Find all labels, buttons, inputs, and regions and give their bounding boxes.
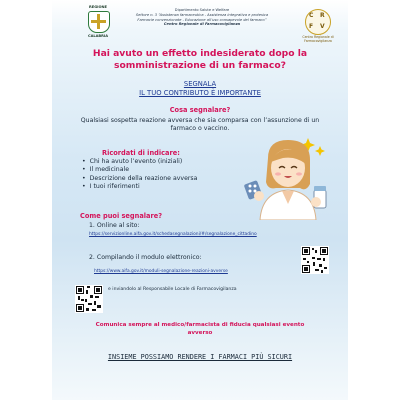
segnala-block	[112, 80, 288, 97]
ricordati-list	[82, 158, 197, 192]
cosa-body: Qualsiasi sospetta reazione avversa che sia comparsa con l’assunzione di un farmaco o vaccino.	[80, 117, 320, 132]
department-header	[122, 8, 282, 27]
step-2-text: 2. Compilando il modulo elettronico:	[89, 254, 202, 261]
pharmacist-illustration	[238, 134, 338, 220]
list-item: • Descrizione della reazione avversa	[82, 175, 197, 183]
aifa-online-link[interactable]: https://servizionline.aifa.gov.it/schedasegnalazioni/#/segnalazione_cittadino	[89, 232, 257, 237]
list-item: • Il medicinale	[82, 166, 197, 174]
crfv-letter: R	[320, 12, 325, 19]
list-item: • I tuoi riferimenti	[82, 183, 197, 191]
dept-line-3: Farmacie convenzionate - Educazione all’uso consapevole del farmaco”	[137, 17, 267, 22]
crfv-letter: F	[309, 23, 314, 30]
crfv-letter: V	[320, 23, 325, 30]
comunica-text: Comunica sempre al medico/farmacista di fiducia qualsiasi evento avverso	[95, 322, 305, 336]
inviando-text: e inviandolo al Responsabile Locale di Farmacovigilanza	[108, 287, 237, 292]
page-title: Hai avuto un effetto indesiderato dopo la somministrazione di un farmaco?	[92, 48, 308, 71]
crfv-letter: C	[309, 12, 314, 19]
poster	[52, 0, 348, 400]
segnala-line-2: IL TUO CONTRIBUTO È IMPORTANTE	[139, 88, 261, 97]
crfv-caption: Centro Regionale di Farmacovigilanza	[302, 35, 334, 43]
region-logo-bottom-text: CALABRIA	[87, 34, 109, 38]
insieme-slogan: INSIEME POSSIAMO RENDERE I FARMACI PIÙ SICURI	[107, 353, 293, 361]
aifa-module-link[interactable]: https://www.aifa.gov.it/moduli-segnalazione-reazioni-avverse	[94, 269, 228, 274]
come-heading: Come puoi segnalare?	[80, 212, 163, 220]
dept-line-1: Dipartimento Salute e Welfare	[174, 8, 230, 12]
qr-code-module[interactable]	[75, 285, 103, 313]
step-1-text: 1. Online al sito:	[89, 222, 140, 229]
dept-line-4: Centro Regionale di Farmacovigilanza	[163, 22, 241, 27]
crfv-seal-icon	[305, 9, 331, 35]
region-logo-top-text: REGIONE	[88, 5, 108, 9]
crest-icon	[88, 11, 110, 33]
list-item: • Chi ha avuto l’evento (iniziali)	[82, 158, 197, 166]
ricordati-heading: Ricordati di indicare:	[102, 149, 180, 157]
crfv-logo	[303, 9, 333, 49]
qr-code-online[interactable]	[301, 246, 329, 274]
dept-line-2: Settore n. 3 “Assistenza farmaceutica - Assistenza integrativa e protesica	[135, 12, 269, 17]
regione-calabria-logo	[85, 5, 111, 39]
segnala-line-1: SEGNALA	[183, 80, 217, 88]
cosa-heading: Cosa segnalare?	[169, 106, 231, 114]
